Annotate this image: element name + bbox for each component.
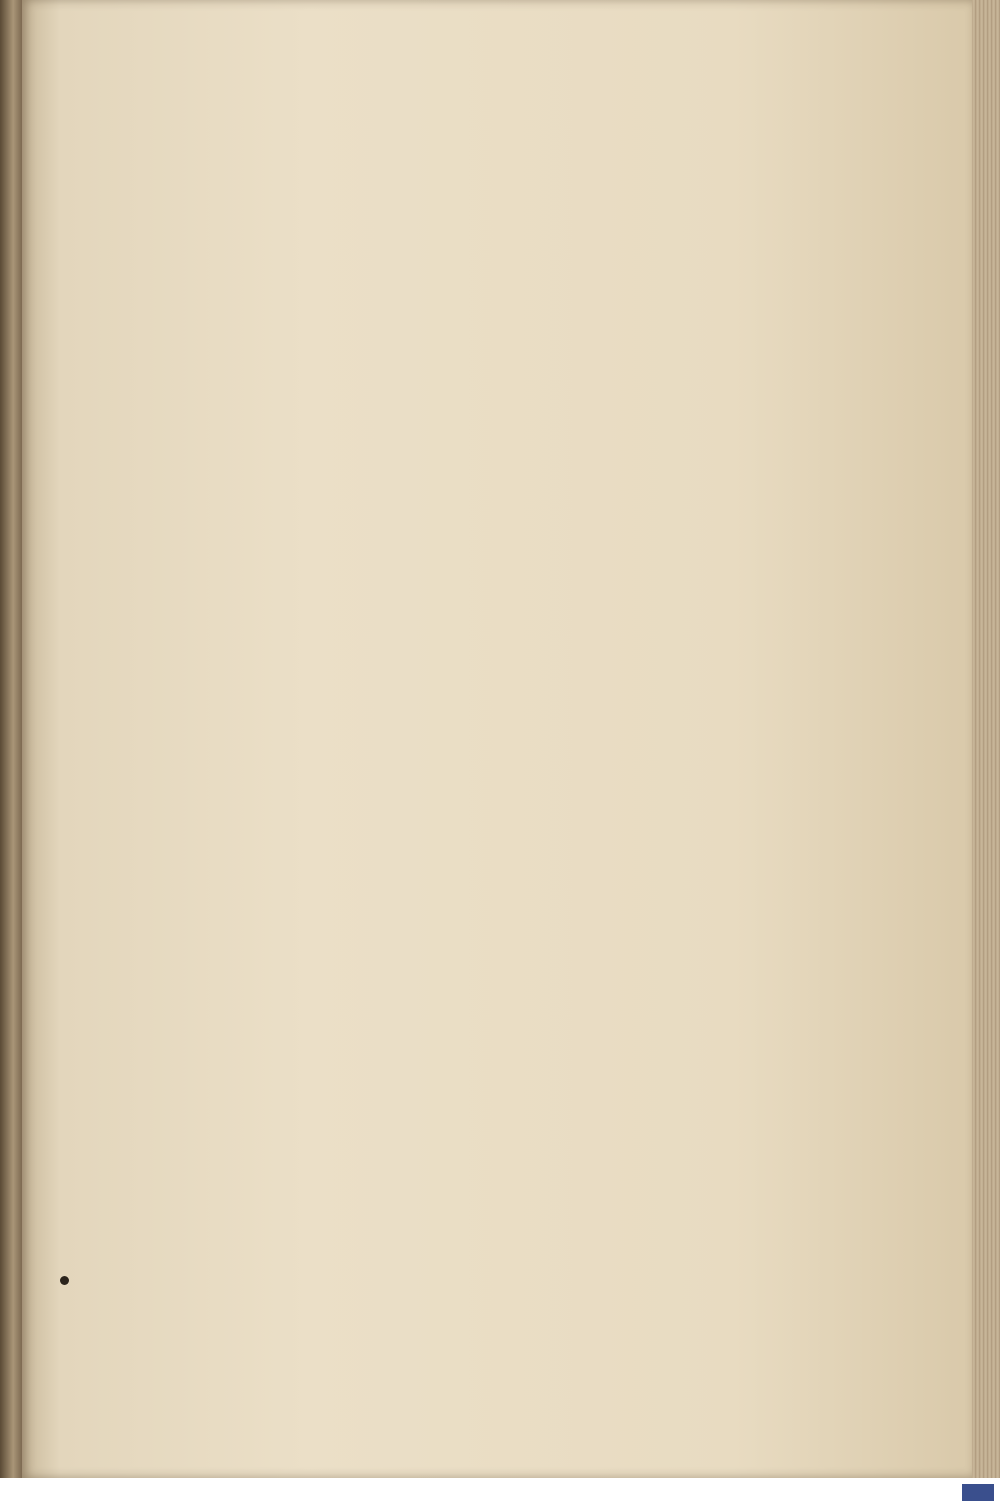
book-page	[22, 0, 972, 1478]
binding-gutter	[0, 0, 22, 1508]
digitization-footer	[0, 1478, 1000, 1508]
page-edges	[972, 0, 1000, 1478]
dfg-logo	[962, 1484, 994, 1501]
page-dot-mark	[60, 1276, 69, 1285]
